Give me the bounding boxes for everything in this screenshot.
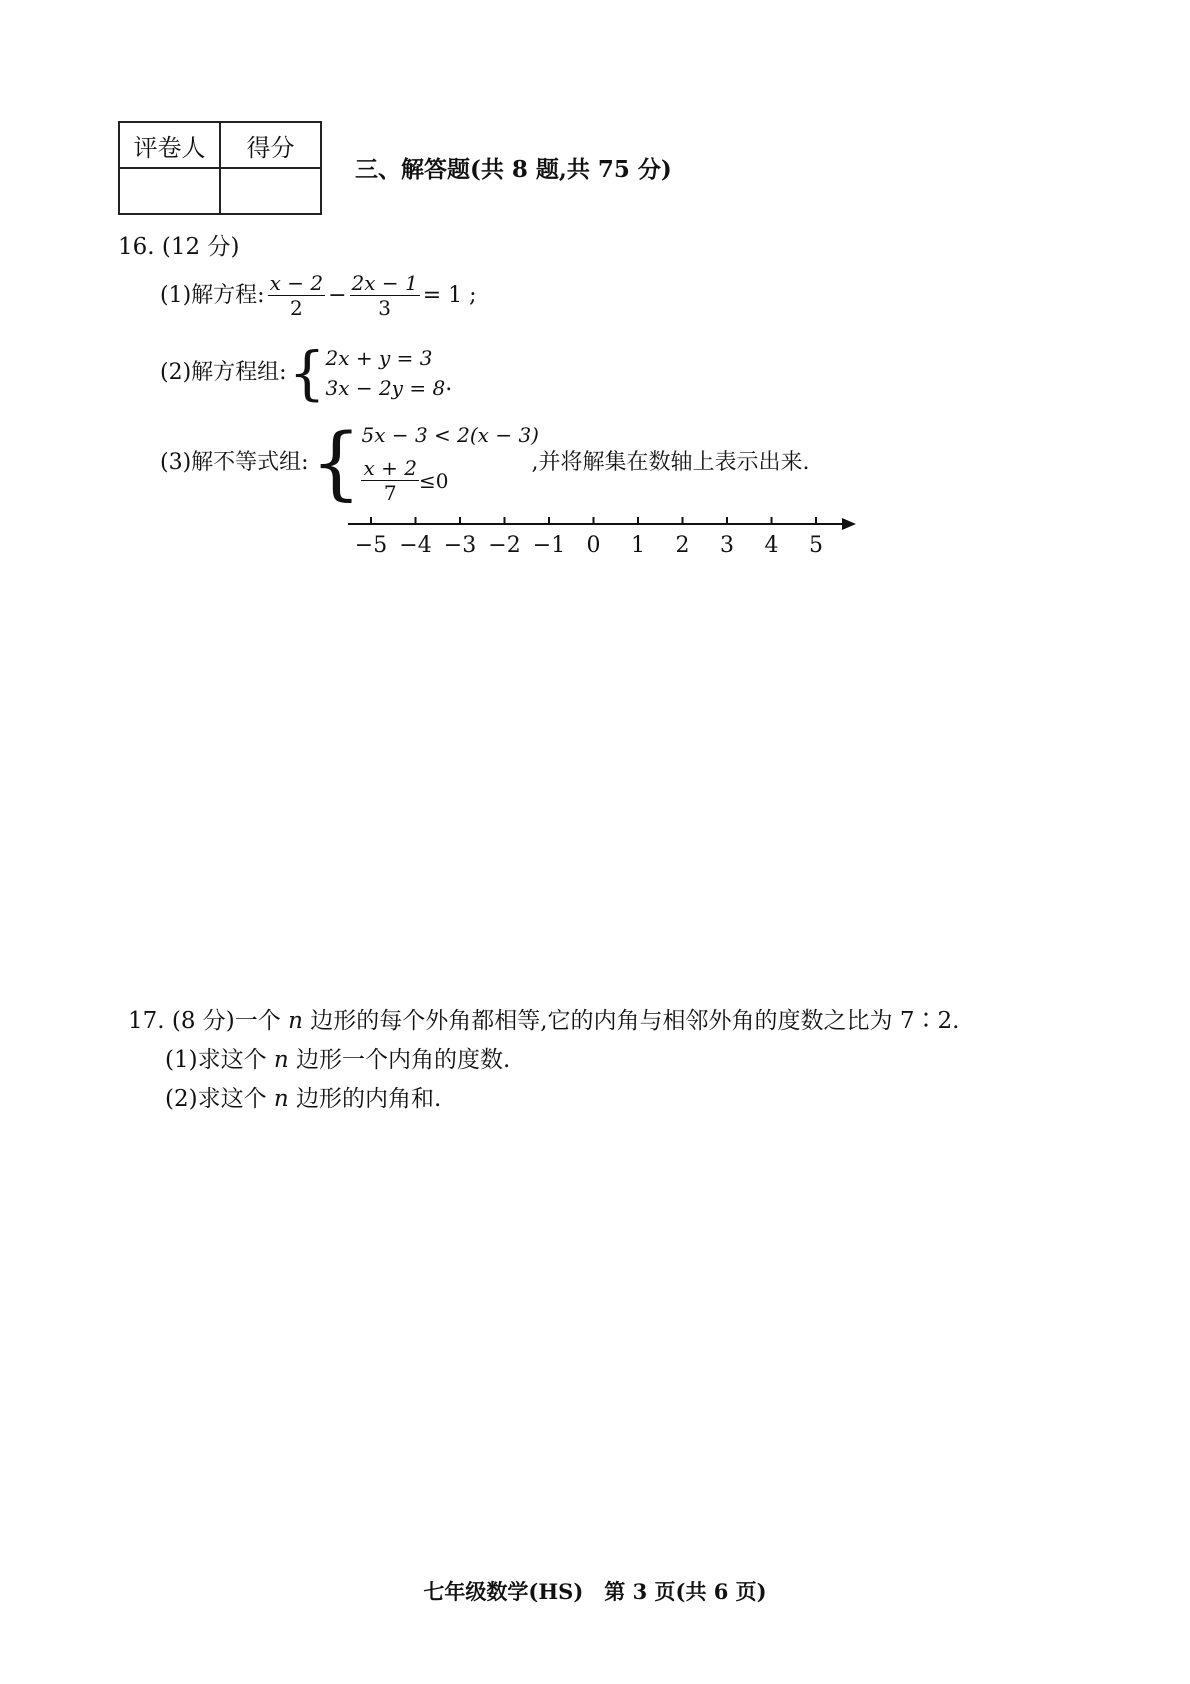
q16-part1-rhs: = 1 ; (422, 282, 477, 308)
q17-part1-b: 边形一个内角的度数. (296, 1047, 511, 1073)
q16-part2-prefix: (2)解方程组: (160, 360, 287, 385)
number-line-label: 2 (675, 533, 690, 558)
q16-part3-prefix: (3)解不等式组: (160, 449, 309, 475)
number-line-label: 0 (586, 533, 601, 558)
q16-part1-minus: − (328, 282, 347, 308)
arrow-right-icon (842, 518, 856, 530)
left-brace-icon: { (288, 339, 326, 407)
number-line-label: −4 (399, 533, 432, 558)
q16-part3 (160, 415, 810, 509)
q16-part3-ineq2-frac (361, 456, 418, 505)
q17-part2 (165, 1088, 441, 1111)
q16-part3-ineq2-den: 7 (383, 481, 397, 505)
number-line-label: 5 (809, 533, 823, 558)
grader-cell (119, 168, 220, 214)
q16-part3-suffix: ,并将解集在数轴上表示出来. (531, 449, 810, 475)
q17-part1-n: n (273, 1047, 289, 1073)
page-footer: 七年级数学(HS) 第 3 页(共 6 页) (423, 1579, 767, 1604)
section-title: 三、解答题(共 8 题,共 75 分) (355, 156, 672, 183)
q16-part1-frac1-num: x − 2 (269, 271, 324, 295)
q16-part1-frac2-num: 2x − 1 (351, 271, 418, 295)
number-line-label: 1 (631, 533, 645, 558)
q16-part3-ineq2-rhs: ≤0 (418, 468, 449, 493)
score-header: 得分 (220, 122, 321, 168)
q16-part1-prefix: (1)解方程: (160, 282, 265, 308)
score-table (118, 121, 322, 215)
q16-part2 (160, 339, 453, 407)
q16-part1-frac2 (350, 271, 420, 320)
q16-part2-system (325, 343, 445, 403)
number-line-label: −2 (488, 533, 521, 558)
q16-part2-eq1: 2x + y = 3 (325, 346, 433, 370)
q16-part3-ineq1: 5x − 3 < 2(x − 3) (361, 423, 539, 447)
q17-stem-b: 边形的每个外角都相等,它的内角与相邻外角的度数之比为 7∶2. (310, 1008, 960, 1034)
q17-part2-b: 边形的内角和. (296, 1086, 442, 1112)
score-cell (220, 168, 321, 214)
q16-part1 (160, 271, 477, 320)
q17-part2-a: (2)求这个 (165, 1086, 267, 1112)
q17-part1-a: (1)求这个 (165, 1047, 267, 1073)
q17-stem-a: 17. (8 分)一个 (128, 1008, 281, 1034)
q16-part2-eq2: 3x − 2y = 8 (325, 376, 446, 400)
q16-part1-frac2-den: 3 (378, 296, 391, 320)
number-line-label: −3 (443, 533, 477, 558)
q16-label: 16. (12 分) (118, 234, 240, 260)
number-line-label: −1 (532, 533, 566, 558)
q16-part3-ineq2 (361, 456, 531, 505)
number-line (340, 512, 860, 562)
q16-part3-system (361, 420, 539, 505)
q16-part2-end: . (445, 371, 453, 396)
grader-header: 评卷人 (119, 122, 220, 168)
number-line-label: 3 (720, 533, 734, 558)
q17-part2-n: n (273, 1086, 289, 1112)
q16-part1-frac1 (268, 271, 325, 320)
number-line-label: −5 (354, 533, 388, 558)
q17-part1 (165, 1049, 510, 1072)
q16-part1-frac1-den: 2 (289, 296, 303, 320)
number-line-label: 4 (764, 533, 779, 558)
q17-n: n (288, 1008, 303, 1034)
left-brace-icon: { (310, 415, 362, 509)
q16-part3-ineq2-num: x + 2 (363, 456, 417, 480)
q17-stem (128, 1010, 959, 1033)
